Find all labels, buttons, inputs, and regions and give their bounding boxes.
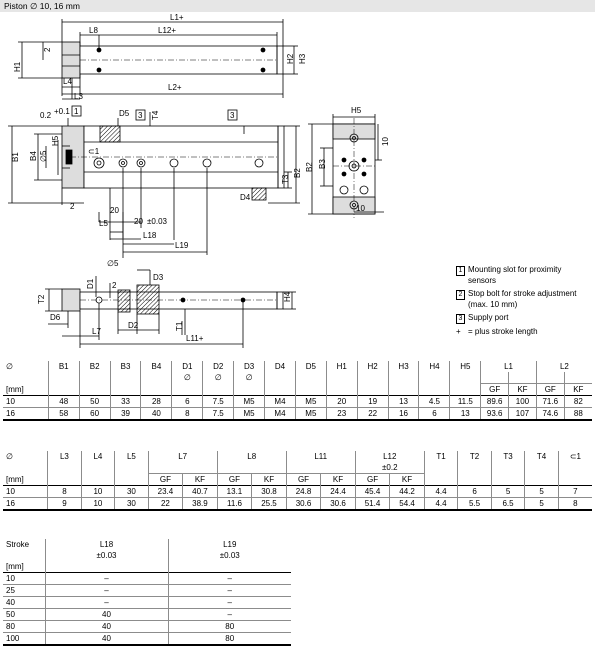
label-b3: B3 (318, 159, 327, 169)
label-l5: L5 (99, 219, 108, 228)
label-l18: L18 (143, 231, 157, 240)
callout-1 (72, 106, 81, 116)
svg-text:1: 1 (74, 107, 79, 116)
page-header (0, 0, 595, 12)
label-tol-003: ±0.03 (147, 217, 167, 226)
legend-item-3 (456, 312, 591, 324)
table-row: 80 40 80 (3, 621, 291, 633)
legend-text-3: Supply port (468, 313, 509, 322)
label-symbol-front: ⊂1 (88, 147, 100, 156)
table2-unit-row: [mm] GF KF GF KF GF KF GF KF (3, 474, 592, 486)
bottom-end-cap (62, 289, 80, 311)
table-row: 10 48 50 33 28 6 7.5 M5 M4 M5 20 19 13 4.5 11.5 89.6 100 71.6 82 (3, 396, 592, 408)
callout-3-front (136, 110, 145, 120)
label-d6: D6 (50, 313, 61, 322)
table-row: 10 8 10 30 23.4 40.7 13.1 30.8 24.8 24.4 45.4 44.2 4.4 6 5 5 7 (3, 486, 592, 498)
label-10a: 10 (381, 137, 390, 146)
label-h4: H4 (283, 291, 292, 302)
dimensions-table-1 (3, 361, 592, 421)
label-l7: L7 (92, 327, 101, 336)
label-l19: L19 (175, 241, 189, 250)
legend-item-2 (456, 288, 591, 310)
label-l4: L4 (63, 77, 72, 86)
label-l2: L2+ (168, 83, 182, 92)
label-l8: L8 (89, 26, 98, 35)
label-h1: H1 (13, 61, 22, 72)
label-h2: H2 (286, 53, 295, 64)
header-title: Piston ∅ 10, 16 mm (4, 1, 80, 11)
label-l11: L11+ (186, 334, 204, 343)
legend (456, 264, 591, 339)
label-h5: H5 (351, 106, 362, 115)
table-row: 10 – – (3, 573, 291, 585)
legend-key-2: 2 (456, 290, 465, 300)
table-row: 40 – – (3, 597, 291, 609)
label-phi5: ∅5 (39, 150, 48, 162)
label-20a: 20 (110, 206, 119, 215)
table1-sub-row: ∅ ∅ ∅ (3, 372, 592, 384)
table2-tol-row: ±0.2 (3, 462, 592, 474)
label-d1: D1 (86, 278, 95, 289)
label-h5-front: H5 (51, 135, 60, 146)
table1-header-row: ∅ B1 B2 B3 B4 D1 D2 D3 D4 D5 H1 H2 H3 H4 H5 L1 L2 (3, 361, 592, 372)
svg-text:3: 3 (138, 111, 143, 120)
label-b1: B1 (11, 152, 20, 162)
label-d2: D2 (128, 321, 139, 330)
label-plus01: +0.1 (54, 107, 70, 116)
label-l1: L1+ (170, 13, 184, 22)
label-t1: T1 (175, 321, 184, 331)
label-t3: T3 (281, 174, 290, 184)
table2-header-row: ∅ L3 L4 L5 L7 L8 L11 L12 T1 T2 T3 T4 ⊂1 (3, 451, 592, 462)
table-row: 25 – – (3, 585, 291, 597)
label-t4: T4 (151, 110, 160, 120)
label-d3: D3 (153, 273, 164, 282)
legend-key-3: 3 (456, 314, 465, 324)
legend-key-1: 1 (456, 266, 465, 276)
table3-unit-row: [mm] (3, 561, 291, 573)
legend-key-plus: + (456, 327, 461, 336)
legend-text-1: Mounting slot for proximity sensors (468, 265, 562, 285)
stroke-table (3, 539, 291, 646)
label-2-front: 2 (70, 202, 75, 211)
legend-item-1 (456, 264, 591, 286)
label-d5: D5 (119, 109, 130, 118)
bottom-slide-body (80, 292, 277, 309)
table-row: 16 58 60 39 40 8 7.5 M5 M4 M5 23 22 16 6 13 93.6 107 74.6 88 (3, 408, 592, 421)
legend-text-4: = plus stroke length (468, 327, 538, 336)
table1-unit-row: [mm] GF KF GF KF (3, 384, 592, 396)
table-row: 16 9 10 30 22 38.9 11.6 25.5 30.6 30.6 51.4 54.4 4.4 5.5 6.5 5 8 (3, 498, 592, 511)
svg-text:3: 3 (230, 111, 235, 120)
label-l12: L12+ (158, 26, 177, 35)
top-end-cap (62, 42, 80, 78)
top-end-plate (277, 46, 283, 74)
label-l3: L3 (74, 92, 83, 101)
table-row: 50 40 – (3, 609, 291, 621)
label-20b: 20 (134, 217, 143, 226)
legend-item-4 (456, 326, 591, 337)
table-row: 100 40 80 (3, 633, 291, 646)
label-2-bottom: 2 (112, 281, 117, 290)
table3-tol-row: ±0.03 ±0.03 (3, 550, 291, 561)
label-phi5-bottom: ∅5 (107, 259, 119, 268)
label-02: 0.2 (40, 111, 52, 120)
dimensions-table-2 (3, 451, 592, 511)
label-b2-end: B2 (305, 162, 314, 172)
label-10b: 10 (356, 204, 365, 213)
table3-header-row: Stroke L18 L19 (3, 539, 291, 550)
label-b4: B4 (29, 151, 38, 161)
legend-text-2: Stop bolt for stroke adjustment (max. 10 mm) (468, 289, 577, 309)
label-t2: T2 (37, 294, 46, 304)
label-2-top: 2 (43, 47, 52, 52)
label-b2: B2 (293, 168, 302, 178)
label-d4: D4 (240, 193, 251, 202)
callout-3-supply (228, 110, 237, 120)
label-h3: H3 (298, 53, 307, 64)
